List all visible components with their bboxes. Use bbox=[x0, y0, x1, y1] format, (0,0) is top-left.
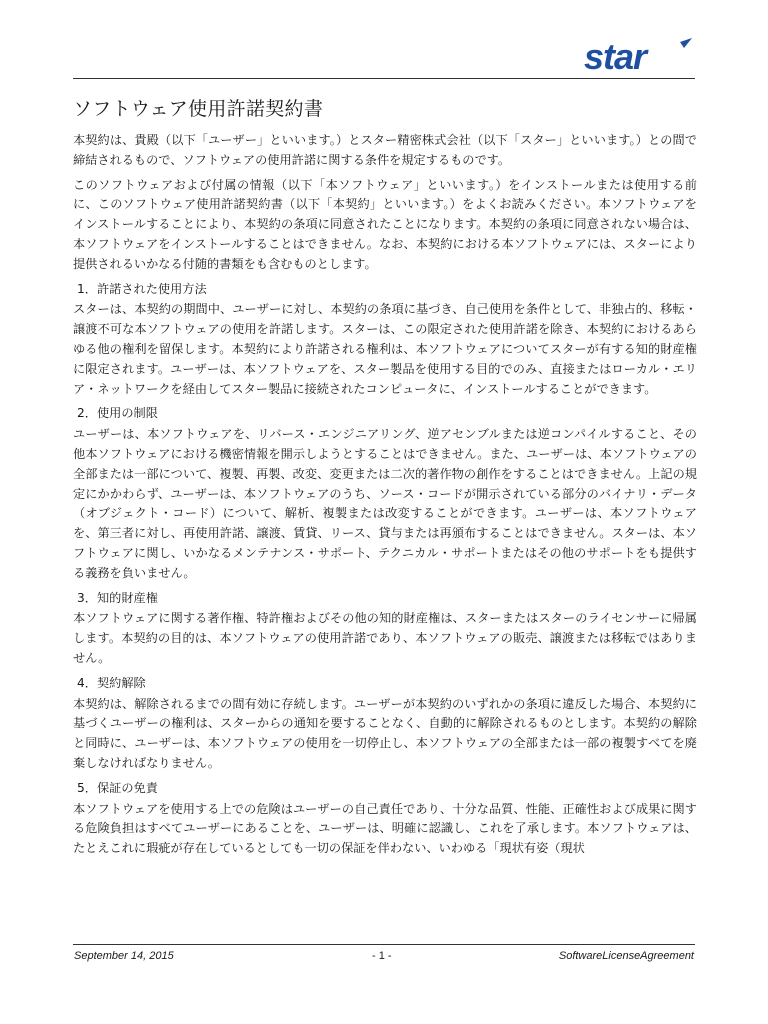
section-heading: 5．保証の免責 bbox=[77, 780, 158, 795]
intro-paragraph: 本契約は、貴殿（以下「ユーザー」といいます。）とスター精密株式会社（以下「スター」といいます。）との間で締結されるもので、ソフトウェアの使用許諾に関する条件を規定するものです。 bbox=[73, 133, 697, 167]
document-body bbox=[73, 94, 697, 864]
section-body: ユーザーは、本ソフトウェアを、リバース・エンジニアリング、逆アセンブルまたは逆コンパイルすること、その他本ソフトウェアにおける機密情報を開示しようとすることはできません。また、ユーザーは、本ソフトウェアの全部または一部について、複製、再製、改変、変更または二次的著作物の創作をすることはできません。上記の規定にかかわらず、ユーザーは、本ソフトウェアのうち、ソース・コードが開示されている部分のバイナリ・データ（オブジェクト・コード）について、解析、複製または改変することができます。ユーザーは、本ソフトウェアを、第三者に対し、再使用許諾、譲渡、賃貸、リース、貸与または再頒布することはできません。スターは、本ソフトウェアに関し、いかなるメンテナンス・サポート、テクニカル・サポートまたはその他のサポートをも提供する義務を負いません。 bbox=[73, 427, 697, 580]
section-heading: 2．使用の制限 bbox=[77, 406, 158, 421]
section-heading: 4．契約解除 bbox=[77, 675, 146, 690]
star-logo bbox=[584, 36, 694, 76]
section-heading: 1．許諾された使用方法 bbox=[77, 281, 207, 296]
footer-document-name: SoftwareLicenseAgreement bbox=[558, 950, 694, 962]
section-body: 本契約は、解除されるまでの間有効に存続します。ユーザーが本契約のいずれかの条項に違反した場合、本契約に基づくユーザーの権利は、スターからの通知を要することなく、自動的に解除されるものとします。本契約の解除と同時に、ユーザーは、本ソフトウェアの使用を一切停止し、本ソフトウェアの全部または一部の複製すべてを廃棄しなければなりません。 bbox=[73, 696, 697, 770]
footer-date: September 14, 2015 bbox=[74, 950, 174, 962]
footer-rule bbox=[73, 944, 695, 945]
section-body: 本ソフトウェアを使用する上での危険はユーザーの自己責任であり、十分な品質、性能、正確性および成果に関する危険負担はすべてユーザーにあることを、ユーザーは、明確に認識し、これを了承します。本ソフトウェアは、たとえこれに瑕疵が存在しているとしても一切の保証を伴わない、いわゆる「現状有姿（現状 bbox=[73, 801, 697, 856]
logo-text: star bbox=[584, 36, 647, 76]
document-title: ソフトウェア使用許諾契約書 bbox=[73, 98, 324, 120]
section-body: スターは、本契約の期間中、ユーザーに対し、本契約の条項に基づき、自己使用を条件として、非独占的、移転・譲渡不可な本ソフトウェアの使用を許諾します。スターは、この限定された使用許諾を除き、本契約におけるあらゆる他の権利を留保します。本契約により許諾される権利は、本ソフトウェアについてスターが有する知的財産権に限定されます。ユーザーは、本ソフトウェアを、スター製品を使用する目的でのみ、直接またはローカル・エリア・ネットワークを経由してスター製品に接続されたコンピュータに、インストールすることができます。 bbox=[73, 302, 697, 396]
header-rule bbox=[73, 78, 695, 79]
footer-page-number: - 1 - bbox=[372, 950, 392, 962]
section-heading: 3．知的財産権 bbox=[77, 590, 158, 605]
logo-star-mark bbox=[680, 38, 692, 48]
intro-paragraph: このソフトウェアおよび付属の情報（以下「本ソフトウェア」といいます。）をインストールまたは使用する前に、このソフトウェア使用許諾契約書（以下「本契約」といいます。）をよくお読みください。本ソフトウェアをインストールすることにより、本契約の条項に同意されたことになります。本契約の条項に同意されない場合は、本ソフトウェアをインストールすることはできません。なお、本契約における本ソフトウェアには、スターにより提供されるいかなる付随的書類をも含むものとします。 bbox=[73, 177, 697, 271]
section-body: 本ソフトウェアに関する著作権、特許権およびその他の知的財産権は、スターまたはスターのライセンサーに帰属します。本契約の目的は、本ソフトウェアの使用許諾であり、本ソフトウェアの販売、譲渡または移転ではありません。 bbox=[73, 611, 697, 665]
